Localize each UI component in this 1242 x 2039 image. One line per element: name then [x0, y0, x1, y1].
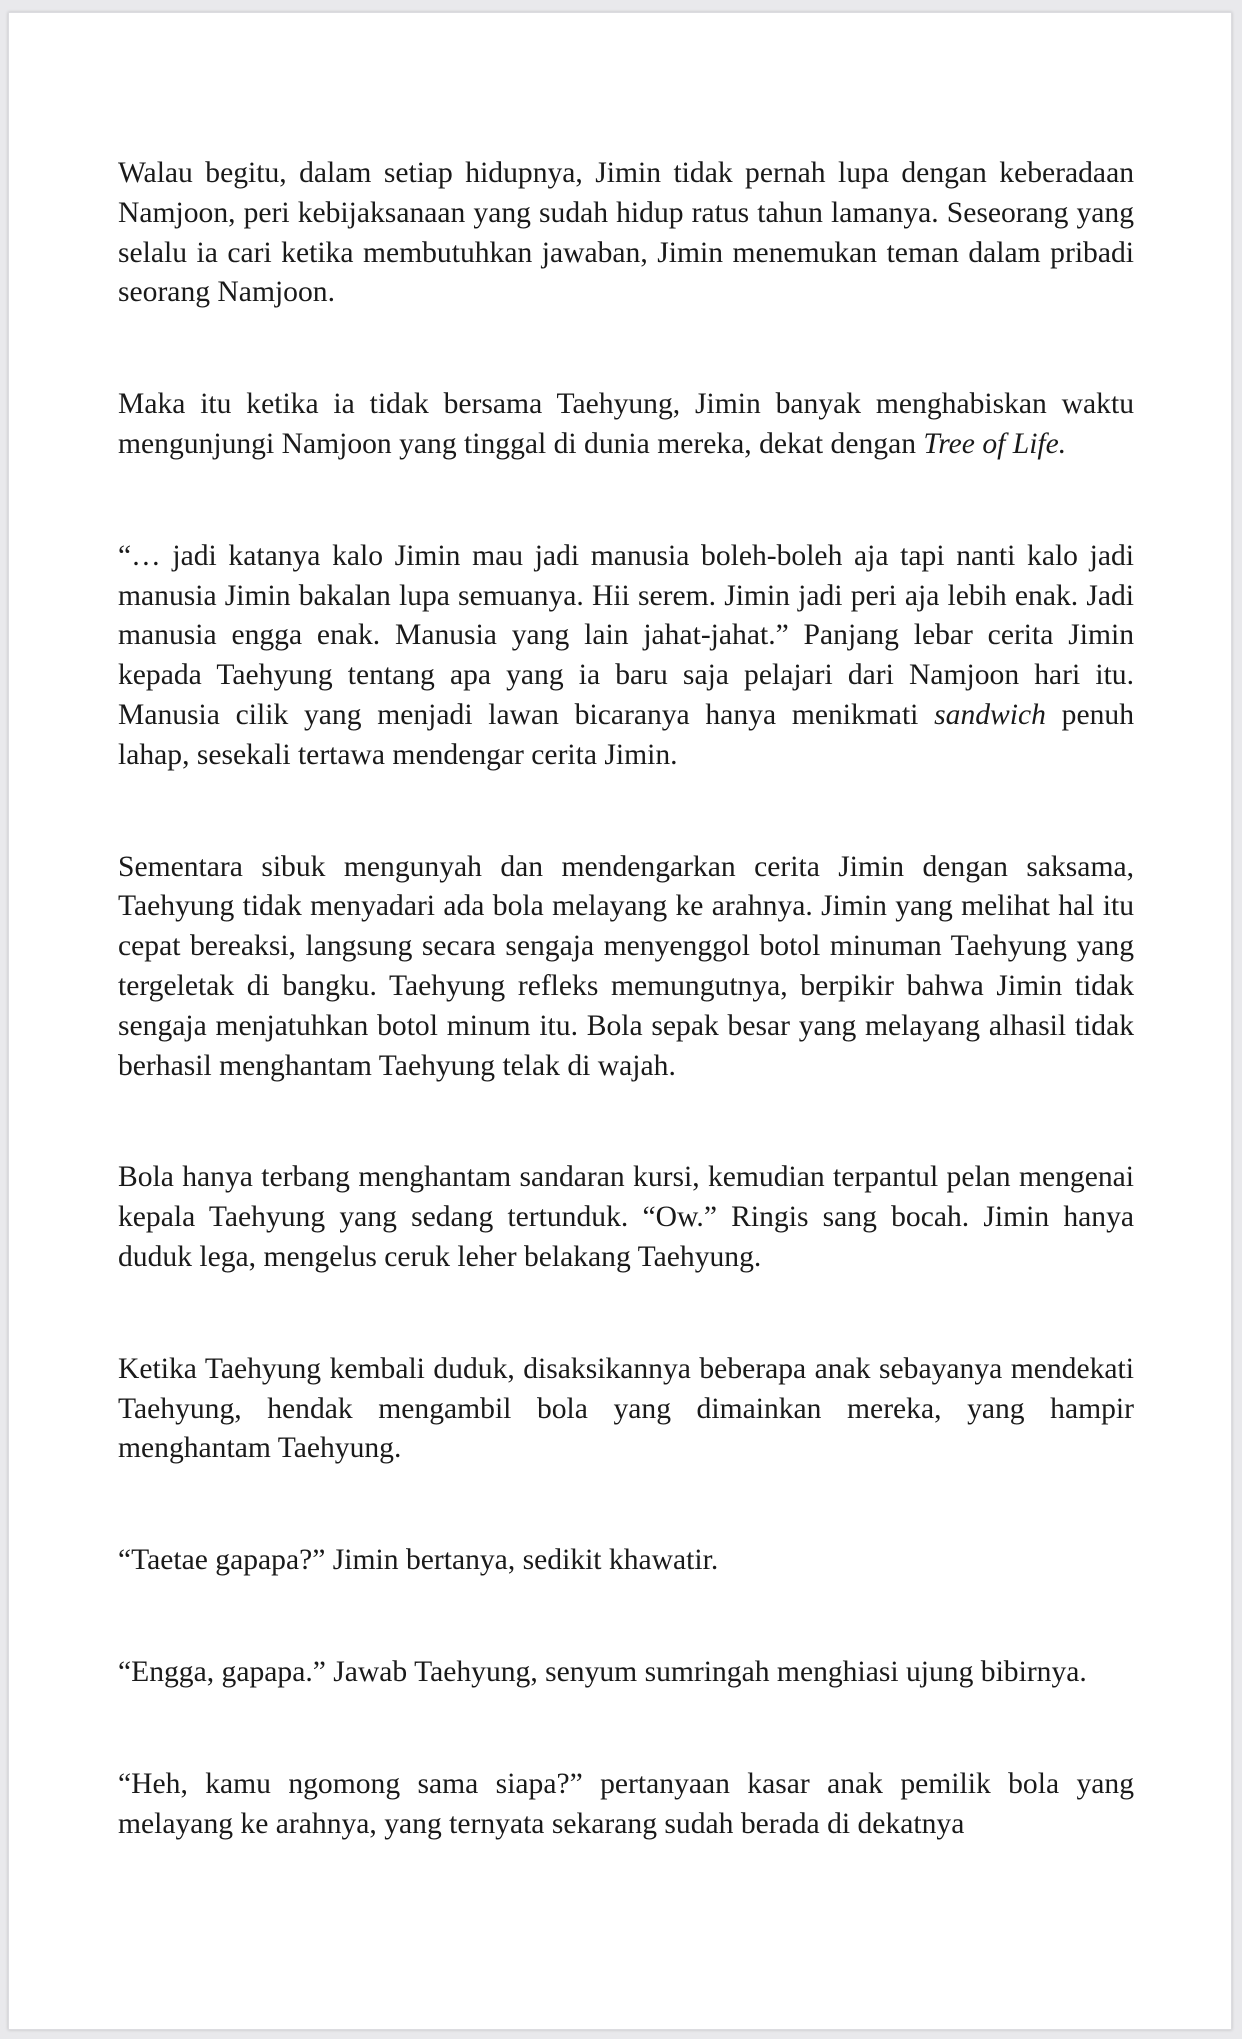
paragraph-text: penuh lahap, sesekali tertawa mendengar cerita Jimin.: [118, 698, 1134, 771]
paragraph-6: [118, 1350, 1134, 1469]
paragraph-text: Bola hanya terbang menghantam sandaran kursi, kemudian terpantul pelan mengenai kepala Taehyung yang sedang tertunduk. “Ow.” Ringis sang bocah. Jimin hanya duduk lega, mengelus ceruk leher belakang Taehyung.: [118, 1161, 1134, 1273]
document-page: [8, 12, 1232, 2030]
paragraph-7: [118, 1541, 1134, 1581]
italic-phrase: Tree of Life.: [923, 427, 1067, 460]
paragraph-9: [118, 1765, 1134, 1845]
paragraph-gap: [118, 1278, 1134, 1350]
paragraph-text: “Heh, kamu ngomong sama siapa?” pertanyaan kasar anak pemilik bola yang melayang ke arahnya, yang ternyata sekarang sudah berada di dekatnya: [118, 1767, 1134, 1840]
paragraph-text: “… jadi katanya kalo Jimin mau jadi manusia boleh-boleh aja tapi nanti kalo jadi manusia Jimin bakalan lupa semuanya. Hii serem. Jimin jadi peri aja lebih enak. Jadi manusia engga enak. Manusia yang lain jahat-jahat.” Panjang lebar cerita Jimin kepada Taehyung tentang apa yang ia baru saja pelajari dari Namjoon hari itu. Manusia cilik yang menjadi lawan bicaranya hanya menikmati: [118, 539, 1134, 731]
paragraph-4: [118, 848, 1134, 1087]
paragraph-1: [118, 154, 1134, 313]
paragraph-gap: [118, 1581, 1134, 1653]
paragraph-text: Maka itu ketika ia tidak bersama Taehyung, Jimin banyak menghabiskan waktu mengunjungi Namjoon yang tinggal di dunia mereka, dekat dengan: [118, 388, 1134, 460]
paragraph-8: [118, 1653, 1134, 1693]
paragraph-gap: [118, 313, 1134, 385]
paragraph-gap: [118, 1086, 1134, 1158]
paragraph-5: [118, 1158, 1134, 1277]
paragraph-text: Ketika Taehyung kembali duduk, disaksikannya beberapa anak sebayanya mendekati Taehyung, hendak mengambil bola yang dimainkan mereka, yang hampir menghantam Taehyung.: [118, 1352, 1134, 1465]
document-body: [118, 154, 1134, 1844]
paragraph-text: “Taetae gapapa?” Jimin bertanya, sedikit khawatir.: [118, 1544, 719, 1577]
italic-phrase: sandwich: [934, 698, 1046, 731]
paragraph-gap: [118, 1693, 1134, 1765]
paragraph-gap: [118, 776, 1134, 848]
paragraph-text: Sementara sibuk mengunyah dan mendengarkan cerita Jimin dengan saksama, Taehyung tidak menyadari ada bola melayang ke arahnya. Jimin yang melihat hal itu cepat bereaksi, langsung secara sengaja menyenggol botol minuman Taehyung yang tergeletak di bangku. Taehyung refleks memungutnya, berpikir bahwa Jimin tidak sengaja menjatuhkan botol minum itu. Bola sepak besar yang melayang alhasil tidak berhasil menghantam Taehyung telak di wajah.: [118, 850, 1134, 1082]
paragraph-gap: [118, 465, 1134, 537]
paragraph-gap: [118, 1469, 1134, 1541]
paragraph-3: [118, 537, 1134, 776]
paragraph-text: Walau begitu, dalam setiap hidupnya, Jimin tidak pernah lupa dengan keberadaan Namjoon, peri kebijaksanaan yang sudah hidup ratus tahun lamanya. Seseorang yang selalu ia cari ketika membutuhkan jawaban, Jimin menemukan teman dalam pribadi seorang Namjoon.: [118, 157, 1134, 309]
paragraph-text: “Engga, gapapa.” Jawab Taehyung, senyum sumringah menghiasi ujung bibirnya.: [118, 1655, 1087, 1688]
paragraph-2: [118, 385, 1134, 465]
